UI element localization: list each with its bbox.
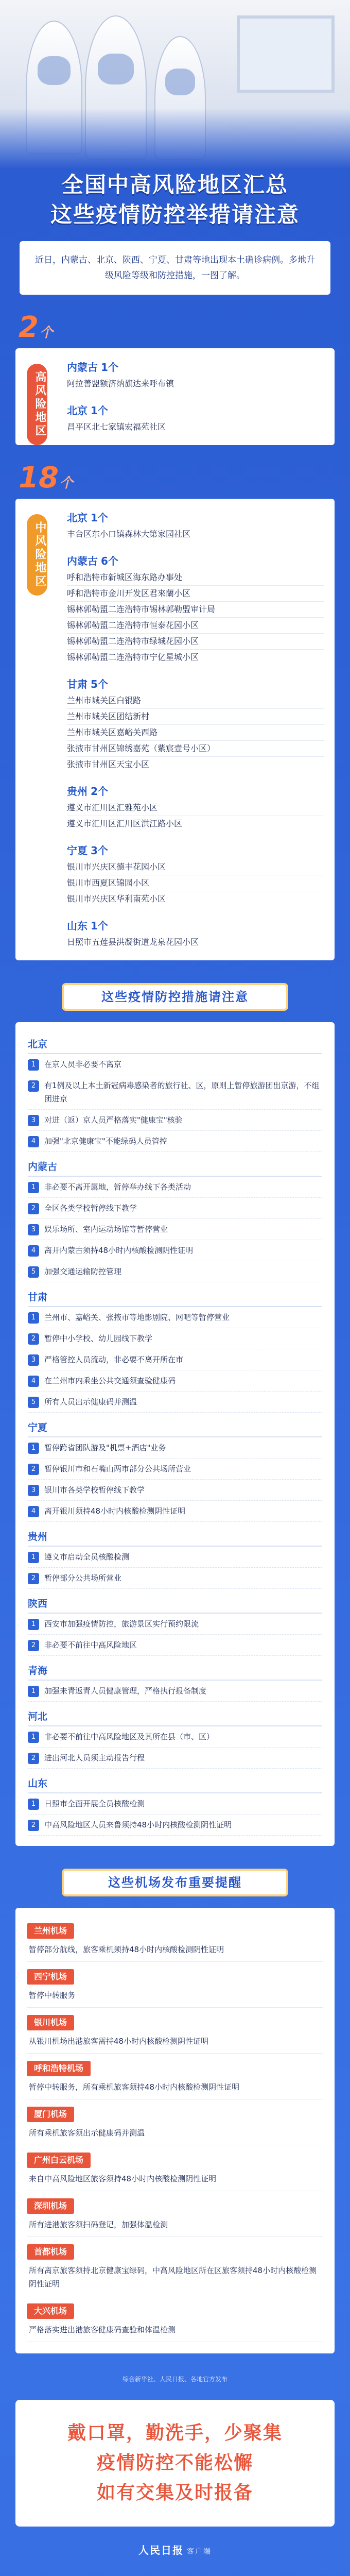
measure-text: 娱乐场所、室内运动场馆等暂停营业 [44,1225,168,1234]
measure-number: 4 [28,1136,39,1147]
area-item: 兰州市城关区团结新村 [67,709,324,725]
measure-item [28,1793,322,1815]
area-item: 兰州市城关区白银路 [67,693,324,709]
measure-item [28,1370,322,1392]
measure-item [28,1261,322,1282]
region-heading [67,917,324,935]
measure-text: 暂停中小学校、幼儿园线下教学 [44,1334,153,1343]
area-item: 丰台区东小口镇森林大第家园社区 [67,529,191,539]
province-heading: 山东 [28,1775,322,1793]
measure-text: 有1例及以上本土新冠病毒感染者的旅行社、区，原则上暂停旅游团出京游，不组团进京 [44,1081,320,1104]
measure-item [28,1110,322,1131]
measure-text: 在兰州市内乘坐公共交通须查验健康码 [44,1376,176,1385]
measure-item [28,1614,322,1635]
measure-number: 5 [28,1397,39,1408]
airport-notice: 来自中高风险地区旅客须持48小时内核酸检测阴性证明 [27,2168,323,2191]
region-count: 6个 [101,555,118,567]
measure-text: 非必要不前往中高风险地区及其所在县（市、区） [44,1732,215,1741]
measure-number: 1 [28,1552,39,1563]
airport-block [27,1923,323,1962]
slogan-line: 戴口罩，勤洗手，少聚集 [67,2422,283,2444]
area-item: 呼和浩特市新城区海东路办事处 [67,570,324,586]
province-block [28,1158,322,1282]
region-heading [67,675,324,693]
airports-box [15,1908,335,2353]
region-count: 1个 [91,920,108,932]
airport-notice: 所有离京旅客须持北京健康宝绿码，中高风险地区所在区旅客须持48小时内核酸检测阴性证明 [27,2260,323,2296]
measure-item [28,1815,322,1836]
high-risk-section [15,312,335,445]
airport-block [27,2107,323,2145]
province-block [28,1036,322,1152]
slogan-box [15,2400,335,2527]
airport-notice: 严格落实进出港旅客健康码查验和体温检测 [27,2319,323,2342]
brand-sub: 客户端 [187,2548,212,2556]
region-name: 内蒙古 [67,555,98,567]
measure-number: 1 [28,1059,39,1071]
measure-number: 4 [28,1506,39,1517]
region-count: 1个 [101,361,118,374]
region-block [67,402,324,435]
airport-name: 呼和浩特机场 [27,2061,91,2076]
measure-item [28,1240,322,1261]
airport-name: 银川机场 [27,2015,74,2030]
measure-item [28,1349,322,1370]
area-item: 银川市西夏区锦园小区 [67,875,324,891]
measure-text: 离开银川须持48小时内核酸检测阴性证明 [44,1506,186,1516]
airport-notice: 所有乘机旅客须出示健康码并测温 [27,2122,323,2145]
airport-name: 深圳机场 [27,2198,74,2214]
measure-text: 对进（返）京人员严格落实"健康宝"核验 [44,1115,183,1125]
measure-number: 2 [28,1203,39,1214]
area-item: 锡林郭勒盟二连浩特市锡林郭勒盟审计局 [67,602,324,618]
measure-number: 4 [28,1245,39,1257]
area-item: 银川市兴庆区德丰花园小区 [67,859,324,875]
area-item: 阿拉善盟额济纳旗达来呼布镇 [67,379,174,388]
mid-risk-box [15,499,335,960]
measure-item [28,1328,322,1349]
region-name: 贵州 [67,785,87,798]
mid-risk-section [15,463,335,960]
measure-number: 4 [28,1376,39,1387]
measure-text: 日照市全面开展全员核酸检测 [44,1799,145,1808]
area-item: 张掖市甘州区天宝小区 [67,759,150,769]
measure-number: 1 [28,1619,39,1630]
measure-item [28,1219,322,1240]
airport-block [27,2015,323,2054]
area-item: 张掖市甘州区锦绣嘉苑（紫宸壹号小区） [67,741,324,757]
region-block [67,842,324,907]
mid-risk-label: 中风险地区 [27,514,47,596]
measure-item [28,1681,322,1702]
measure-number: 3 [28,1485,39,1496]
measure-item [28,1131,322,1152]
measure-number: 1 [28,1732,39,1743]
measure-text: 暂停银川市和石嘴山两市部分公共场所营业 [44,1464,191,1473]
airport-name: 兰州机场 [27,1923,74,1939]
measure-number: 2 [28,1640,39,1651]
airport-block [27,2198,323,2237]
measure-text: 非必要不前往中高风险地区 [44,1640,137,1650]
intro-text: 近日，内蒙古、北京、陕西、宁夏、甘肃等地出现本土确诊病例。多地升级风险等级和防控措施，一图了解。 [20,241,330,295]
high-risk-box [15,348,335,445]
area-item: 兰州市城关区嘉峪关西路 [67,725,324,741]
measure-number: 3 [28,1115,39,1126]
measure-item [28,1054,322,1075]
airport-name: 厦门机场 [27,2107,74,2122]
measure-text: 严格管控人员流动，非必要不离开所在市 [44,1355,184,1364]
region-count: 2个 [91,785,108,798]
measure-text: 暂停跨省团队游及"机票+酒店"业务 [44,1443,166,1452]
measure-number: 2 [28,1464,39,1475]
measure-number: 1 [28,1686,39,1697]
region-name: 内蒙古 [67,361,98,374]
area-item: 锡林郭勒盟二连浩特市宁亿星城小区 [67,652,199,662]
measure-text: 在京人员非必要不离京 [44,1060,122,1069]
notes-box [15,1022,335,1846]
airport-name: 首都机场 [27,2244,74,2260]
measure-item [28,1501,322,1522]
province-heading: 北京 [28,1036,322,1054]
measure-text: 银川市各类学校暂停线下教学 [44,1485,145,1495]
province-block [28,1775,322,1836]
area-item: 昌平区北七家镇宏福苑社区 [67,422,166,432]
region-count: 1个 [91,512,108,524]
measure-text: 中高风险地区人员来鲁须持48小时内核酸检测阴性证明 [44,1820,232,1829]
measure-number: 2 [28,1080,39,1092]
province-block [28,1528,322,1589]
measure-text: 加强交通运输防控管理 [44,1267,122,1276]
airport-block [27,1969,323,2008]
area-item: 呼和浩特市金川开发区君來蘭小区 [67,586,324,602]
footnote: 综合新华社、人民日报、各地官方发布 [122,2376,227,2383]
measure-number: 1 [28,1312,39,1324]
measure-text: 进出河北人员须主动报告行程 [44,1753,145,1762]
measure-number: 3 [28,1224,39,1235]
airport-name: 广州白云机场 [27,2153,91,2168]
airport-notice: 暂停中转服务，所有乘机旅客须持48小时内核酸检测阴性证明 [27,2076,323,2099]
measure-item [28,1075,322,1110]
measure-item [28,1392,322,1413]
airport-notice: 所有进港旅客须扫码登记，加强体温检测 [27,2214,323,2237]
region-block [67,509,324,542]
measure-text: 遵义市启动全员核酸检测 [44,1552,130,1562]
slogan-line: 如有交集及时报备 [96,2482,253,2503]
region-block [67,359,324,392]
airport-notice: 从银川机场出港旅客需持48小时内核酸检测阴性证明 [27,2030,323,2054]
measure-item [28,1459,322,1480]
measure-text: 非必要不离开属地，暂停举办线下各类活动 [44,1182,191,1192]
province-block [28,1289,322,1413]
high-risk-count: 2个 [19,311,53,344]
measure-item [28,1198,322,1219]
region-count: 3个 [91,844,108,857]
province-heading: 甘肃 [28,1289,322,1307]
measure-text: 离开内蒙古须持48小时内核酸检测阴性证明 [44,1246,194,1255]
measure-number: 5 [28,1266,39,1278]
airport-block [27,2061,323,2099]
page-title [0,170,350,230]
measure-item [28,1307,322,1328]
province-heading: 青海 [28,1662,322,1681]
region-heading [67,842,324,859]
province-heading: 宁夏 [28,1419,322,1437]
measure-item [28,1437,322,1459]
area-item: 遵义市汇川区汇雅苑小区 [67,800,324,816]
region-heading [67,509,324,527]
measure-number: 2 [28,1573,39,1584]
province-block [28,1708,322,1769]
measure-number: 1 [28,1182,39,1193]
area-item: 日照市五莲县洪凝街道龙泉花园小区 [67,937,199,947]
region-block [67,552,324,665]
measure-item [28,1480,322,1501]
hero-window [237,15,335,93]
measure-text: 全区各类学校暂停线下教学 [44,1204,137,1213]
measure-item [28,1568,322,1589]
measure-text: 暂停部分公共场所营业 [44,1573,122,1583]
measure-text: 西安市加强疫情防控，旅游景区实行预约限流 [44,1619,199,1629]
region-heading [67,783,324,800]
airport-block [27,2303,323,2342]
title-line: 这些疫情防控举措请注意 [50,202,300,227]
region-heading [67,552,324,570]
region-count: 5个 [91,678,108,690]
measure-item [28,1635,322,1656]
measure-item [28,1177,322,1198]
region-block [67,783,324,832]
region-name: 北京 [67,404,87,417]
area-item: 锡林郭勒盟二连浩特市恒泰花园小区 [67,618,324,634]
area-item: 遵义市汇川区汇川区洪江路小区 [67,819,183,828]
region-name: 甘肃 [67,678,87,690]
airport-name: 西宁机场 [27,1969,74,1985]
measure-number: 1 [28,1799,39,1810]
area-item: 银川市兴庆区华利南苑小区 [67,894,166,904]
measure-text: 加强来青返青人员健康管理，严格执行报备制度 [44,1686,207,1696]
province-heading: 陕西 [28,1595,322,1614]
province-block [28,1662,322,1702]
measure-text: 所有人员出示健康码并测温 [44,1397,137,1406]
province-block [28,1595,322,1656]
slogan-line: 疫情防控不能松懈 [96,2452,253,2473]
region-name: 山东 [67,920,87,932]
region-heading [67,402,324,419]
airport-notice: 暂停部分航线，旅客乘机须持48小时内核酸检测阴性证明 [27,1939,323,1962]
measure-number: 2 [28,1820,39,1831]
measure-item [28,1726,322,1748]
area-item: 锡林郭勒盟二连浩特市绿城花园小区 [67,634,324,650]
measure-number: 1 [28,1443,39,1454]
region-name: 北京 [67,512,87,524]
notes-header: 这些疫情防控措施请注意 [62,983,288,1011]
province-heading: 内蒙古 [28,1158,322,1177]
region-count: 1个 [91,404,108,417]
airport-notice: 暂停中转服务 [27,1985,323,2008]
measure-number: 3 [28,1354,39,1366]
measure-number: 2 [28,1753,39,1764]
title-line: 全国中高风险地区汇总 [61,172,288,197]
province-block [28,1419,322,1522]
airports-header: 这些机场发布重要提醒 [62,1869,288,1896]
region-heading [67,359,324,376]
hero-image [0,0,350,170]
high-risk-label: 高风险地区 [27,364,47,445]
province-heading: 河北 [28,1708,322,1726]
airport-block [27,2153,323,2191]
province-heading: 贵州 [28,1528,322,1547]
region-block [67,675,324,772]
measure-number: 2 [28,1333,39,1345]
brand-logo [0,2542,350,2557]
measure-text: 兰州市、嘉峪关、张掖市等地影剧院、网吧等暂停营业 [44,1313,230,1322]
measure-item [28,1547,322,1568]
region-name: 宁夏 [67,844,87,857]
measure-item [28,1748,322,1769]
mid-risk-count: 18个 [19,461,73,495]
brand-name: 人民日报 [138,2544,184,2556]
measure-text: 加强"北京健康宝"不能绿码人员管控 [44,1137,167,1146]
region-block [67,917,324,950]
airport-block [27,2244,323,2296]
airport-name: 大兴机场 [27,2303,74,2319]
